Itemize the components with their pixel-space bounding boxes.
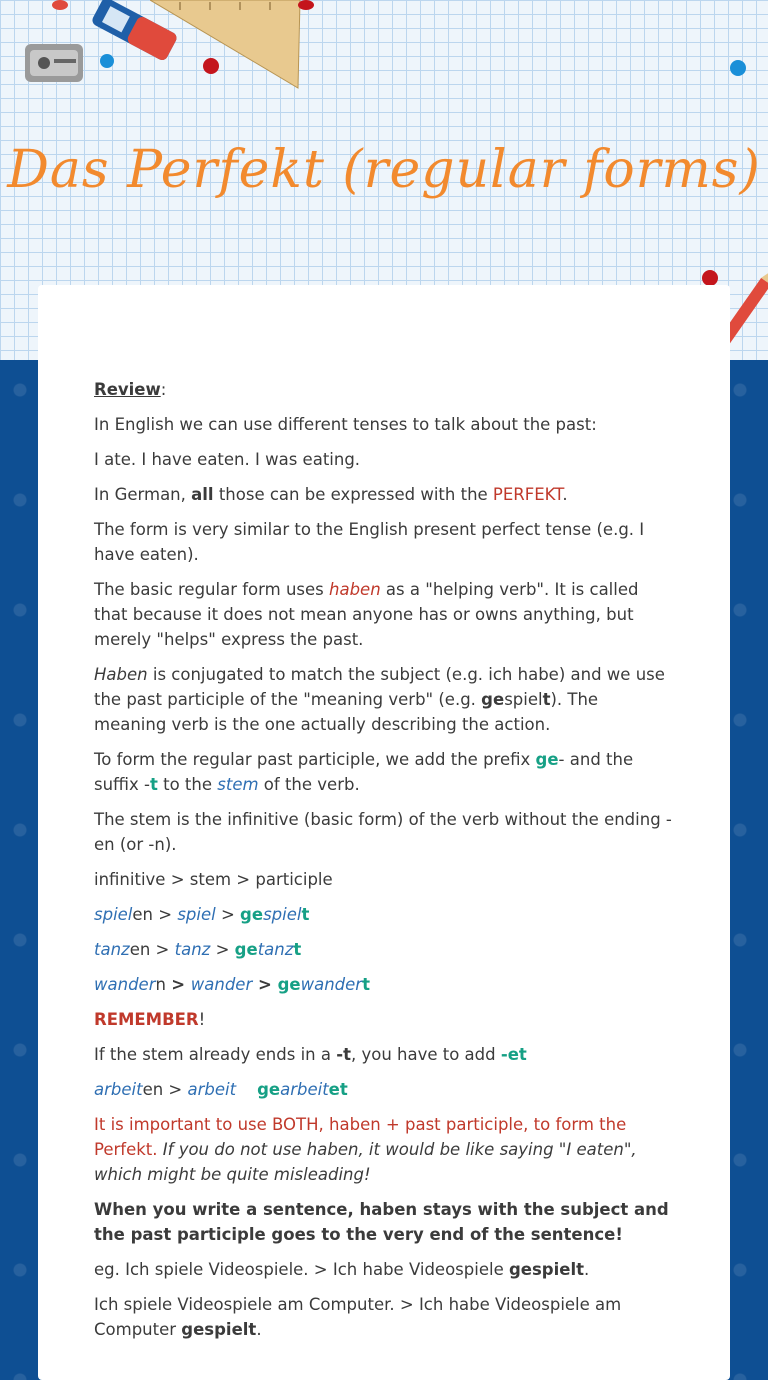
decorative-dot [730, 60, 746, 76]
page-title: Das Perfekt (regular forms) [7, 140, 761, 200]
paragraph-2: I ate. I have eaten. I was eating. [94, 450, 361, 469]
paragraph-5: The basic regular form uses haben as a "helping verb". It is called that because it does not mean anyone has or owns anything, but merely "helps" express the past. [94, 580, 639, 649]
decorative-dot [52, 0, 68, 10]
decorative-dot [298, 0, 314, 10]
paragraph-14: Ich spiele Videospiele am Computer. > Ich habe Videospiele am Computer gespielt. [94, 1295, 622, 1339]
example-wandern: wandern > wander > gewandert [94, 975, 370, 994]
review-line: Review: [94, 380, 167, 399]
example-spielen: spielen > spiel > gespielt [94, 905, 310, 924]
decorative-dot [203, 58, 219, 74]
paragraph-8: The stem is the infinitive (basic form) of the verb without the ending -en (or -n). [94, 810, 672, 854]
decorative-dot [100, 54, 114, 68]
paragraph-3: In German, all those can be expressed with the PERFEKT. [94, 485, 568, 504]
paragraph-4: The form is very similar to the English present perfect tense (e.g. I have eaten). [94, 520, 645, 564]
decorative-dot [702, 270, 718, 286]
ruler-triangle-icon [150, 0, 310, 92]
review-heading: Review [94, 380, 161, 399]
remember-line: REMEMBER! [94, 1010, 206, 1029]
pencil-sharpener-icon [20, 36, 90, 92]
paragraph-12: When you write a sentence, haben stays with the subject and the past participle goes to the very end of the sentence! [94, 1200, 669, 1244]
paragraph-7: To form the regular past participle, we add the prefix ge- and the suffix -t to the stem of the verb. [94, 750, 634, 794]
paragraph-6: Haben is conjugated to match the subject (e.g. ich habe) and we use the past participle of the "meaning verb" (e.g. gespielt). The meaning verb is the one actually describing the action. [94, 665, 665, 734]
paragraph-10: If the stem already ends in a -t, you have to add -et [94, 1045, 527, 1064]
example-tanzen: tanzen > tanz > getanzt [94, 940, 302, 959]
paragraph-11: It is important to use BOTH, haben + past participle, to form the Perfekt. If you do not use haben, it would be like saying "I eaten", which might be quite misleading! [94, 1115, 637, 1184]
pencil-icon [724, 265, 768, 355]
lesson-content [94, 377, 674, 1352]
paragraph-1: In English we can use different tenses to talk about the past: [94, 415, 597, 434]
example-arbeiten: arbeiten > arbeit gearbeitet [94, 1080, 348, 1099]
paragraph-13: eg. Ich spiele Videospiele. > Ich habe Videospiele gespielt. [94, 1260, 590, 1279]
paragraph-9: infinitive > stem > participle [94, 870, 333, 889]
